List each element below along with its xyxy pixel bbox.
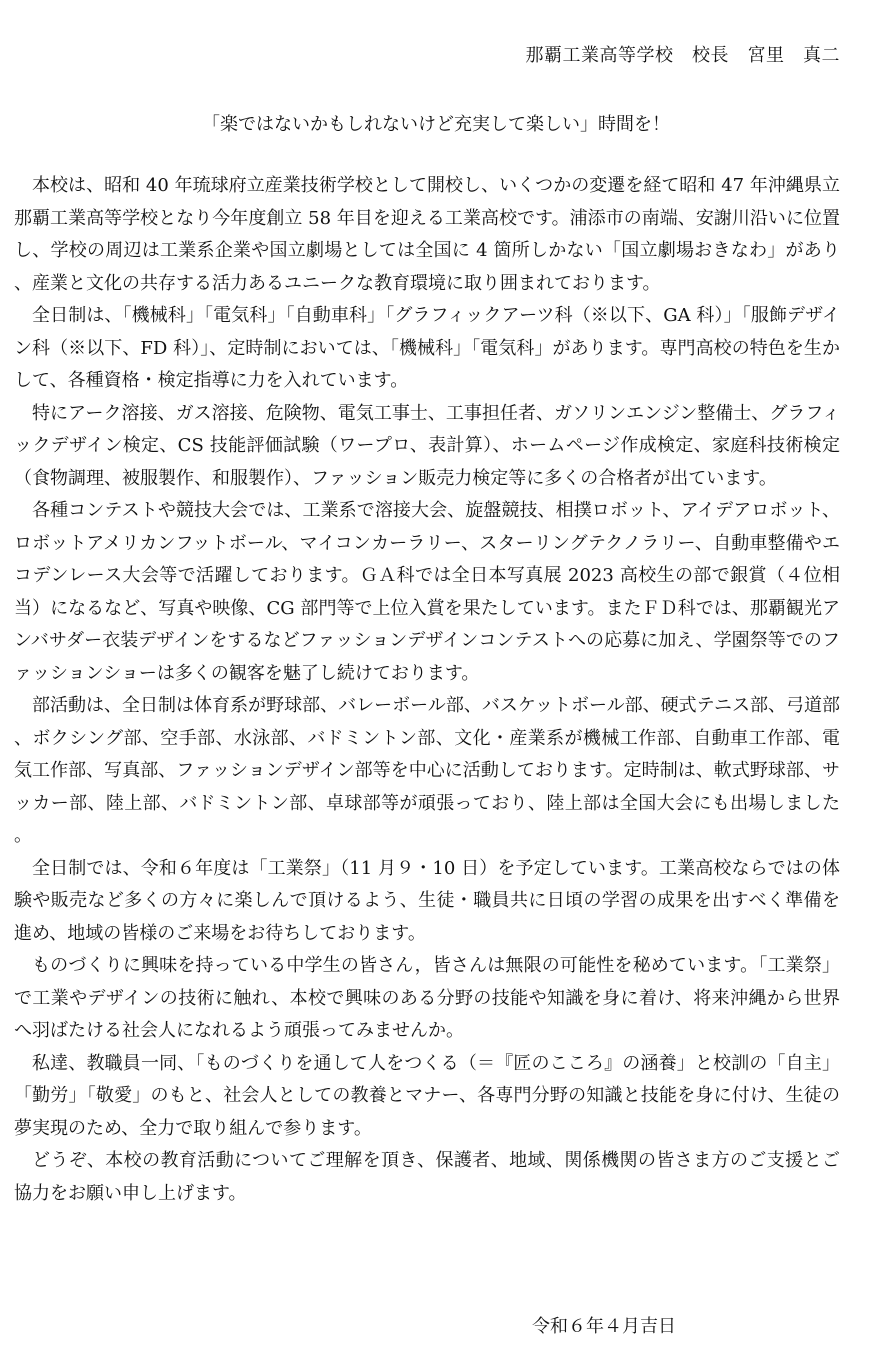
paragraph-departments: 全日制は、「機械科」「電気科」「自動車科」「グラフィックアーツ科（※以下、GA 科）」「服飾デザイン科（※以下、FD 科）」、定時制においては、「機械科」「電気科」があります。専門高校の特色を生かして、各種資格・検定指導に力を入れています。 [14,305,840,391]
author-line: 那覇工業高等学校 校長 宮里 真二 [525,45,840,66]
paragraph-contests: 各種コンテストや競技大会では、工業系で溶接大会、旋盤競技、相撲ロボット、アイデアロボット、ロボットアメリカンフットボール、マイコンカーラリー、スターリングテクノラリー、自動車整備やエコデンレース大会等で活躍しております。ＧＡ科では全日本写真展 2023 高校生の部で銀賞（４位相当）になるなど、写真や映像、CG 部門等で上位入賞を果たしています。またＦＤ科では、那覇観光アンバサダー衣装デザインをするなどファッションデザインコンテストへの応募に加え、学園祭等でのファッションショーは多くの観客を魅了し続けております。 [14,500,840,684]
paragraph-certifications: 特にアーク溶接、ガス溶接、危険物、電気工事士、工事担任者、ガソリンエンジン整備士、グラフィックデザイン検定、CS 技能評価試験（ワープロ、表計算）、ホームページ作成検定、家庭科技術検定（食物調理、被服製作、和服製作）、ファッション販売力検定等に多くの合格者が出ています。 [14,402,840,489]
paragraph-festival: 全日制では、令和６年度は「工業祭」（11 月９・10 日）を予定しています。工業高校ならではの体験や販売など多くの方々に楽しんで頂けるよう、生徒・職員共に日頃の学習の成果を出すべく準備を進め、地域の皆様のご来場をお待ちしております。 [14,857,840,944]
paragraph-history: 本校は、昭和 40 年琉球府立産業技術学校として開校し、いくつかの変遷を経て昭和 47 年沖縄県立那覇工業高等学校となり今年度創立 58 年目を迎える工業高校です。浦添市の南端、安謝川沿いに位置し、学校の周辺は工業系企業や国立劇場としては全国に 4 箇所しかない「国立劇場おきなわ」があり、産業と文化の共存する活力あるユニークな教育環境に取り囲まれております。 [14,175,840,294]
paragraph-closing: どうぞ、本校の教育活動についてご理解を頂き、保護者、地域、関係機関の皆さま方のご支援とご協力をお願い申し上げます。 [14,1150,840,1204]
message-date: 令和６年４月吉日 [532,1316,676,1337]
paragraph-staff: 私達、教職員一同、「ものづくりを通して人をつくる（＝『匠のこころ』の涵養」と校訓の「自主」「勤労」「敬愛」のもと、社会人としての教養とマナー、各専門分野の知識と技能を身に付け、生徒の夢実現のため、全力で取り組んで参ります。 [14,1052,840,1139]
message-body [14,170,840,1210]
paragraph-clubs: 部活動は、全日制は体育系が野球部、バレーボール部、バスケットボール部、硬式テニス部、弓道部、ボクシング部、空手部、水泳部、バドミントン部、文化・産業系が機械工作部、自動車工作部、電気工作部、写真部、ファッションデザイン部等を中心に活動しております。定時制は、軟式野球部、サッカー部、陸上部、バドミントン部、卓球部等が頑張っており、陸上部は全国大会にも出場しました。 [14,695,840,846]
message-title: 「楽ではないかもしれないけど充実して楽しい」時間を！ [202,114,670,135]
paragraph-students: ものづくりに興味を持っている中学生の皆さん，皆さんは無限の可能性を秘めています。「工業祭」で工業やデザインの技術に触れ、本校で興味のある分野の技能や知識を身に着け、将来沖縄から世界へ羽ばたける社会人になれるよう頑張ってみませんか。 [14,955,840,1041]
